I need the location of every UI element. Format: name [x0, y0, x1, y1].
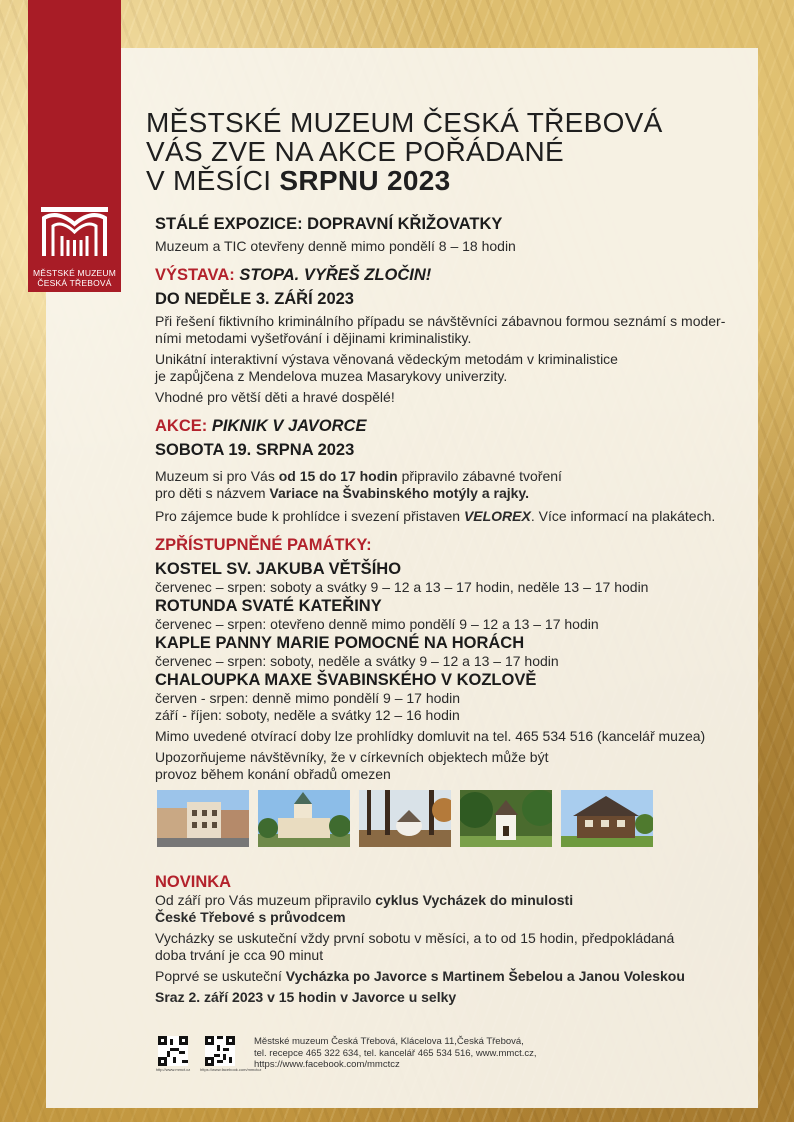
- museum-logo-icon: [40, 206, 109, 258]
- pamatka-3-name: CHALOUPKA MAXE ŠVABINSKÉHO V KOZLOVĚ: [155, 671, 537, 689]
- expo-text: Muzeum a TIC otevřeny denně mimo pondělí 8 – 18 hodin: [155, 238, 516, 254]
- pamatky-heading: ZPŘÍSTUPNĚNÉ PAMÁTKY:: [155, 536, 372, 554]
- novinka-p1-a: Od září pro Vás muzeum připravilo: [155, 892, 376, 908]
- title-line2: VÁS ZVE NA AKCE POŘÁDANÉ: [146, 136, 564, 167]
- pamatka-1-name: ROTUNDA SVATÉ KATEŘINY: [155, 597, 382, 615]
- title-line1: MĚSTSKÉ MUZEUM ČESKÁ TŘEBOVÁ: [146, 107, 663, 138]
- title-line3-pre: V MĚSÍCI: [146, 165, 280, 196]
- pamatka-2-hours: červenec – srpen: soboty, neděle a svátky 9 – 12 a 13 – 17 hodin: [155, 653, 559, 669]
- novinka-p3-b: Vycházka po Javorce s Martinem Šebelou a Janou Voleskou: [285, 968, 685, 984]
- vystava-p2-line1: Unikátní interaktivní výstava věnovaná vědeckým metodám v kriminalistice: [155, 351, 618, 367]
- akce-paragraph-1: [155, 468, 740, 502]
- vystava-paragraph-3: Vhodné pro větší děti a hravé dospělé!: [155, 389, 395, 405]
- akce-paragraph-2: [155, 508, 740, 525]
- footer-address: [254, 1036, 537, 1071]
- pamatky-note-2: [155, 749, 740, 783]
- novinka-section: [155, 872, 740, 1006]
- pamatka-2-name: KAPLE PANNY MARIE POMOCNÉ NA HORÁCH: [155, 634, 525, 652]
- photo-strip: [157, 790, 657, 847]
- vystava-heading: [155, 265, 740, 285]
- akce-name: PIKNIK V JAVORCE: [211, 417, 367, 435]
- qr-code-web[interactable]: [158, 1036, 188, 1066]
- akce-p1-hours: od 15 do 17 hodin: [278, 468, 398, 484]
- photo-cottage: [561, 790, 653, 847]
- novinka-p2-line1: Vycházky se uskuteční vždy první sobotu v měsíci, a to od 15 hodin, předpokládaná: [155, 930, 675, 946]
- pamatka-3-hours-1: červen - srpen: denně mimo pondělí 9 – 17 hodin: [155, 690, 461, 706]
- main-content: [155, 214, 740, 783]
- novinka-p3-a: Poprvé se uskuteční: [155, 968, 286, 984]
- pamatka-1-hours: červenec – srpen: otevřeno denně mimo pondělí 9 – 12 a 13 – 17 hodin: [155, 616, 599, 632]
- photo-chapel: [460, 790, 552, 847]
- footer: [155, 1036, 718, 1076]
- novinka-paragraph-3: [155, 968, 740, 985]
- vystava-p2-line2: je zapůjčena z Mendelova muzea Masarykovy univerzity.: [155, 368, 508, 384]
- page-title: [146, 108, 663, 195]
- novinka-paragraph-2: [155, 930, 740, 964]
- qr-caption-facebook: https://www.facebook.com/mmctcz: [200, 1067, 262, 1072]
- pamatka-0-hours: červenec – srpen: soboty a svátky 9 – 12 a 13 – 17 hodin, neděle 13 – 17 hodin: [155, 579, 649, 595]
- pamatka-3-hours-2: září - říjen: soboty, neděle a svátky 12 – 16 hodin: [155, 707, 460, 723]
- footer-line3[interactable]: https://www.facebook.com/mmctcz: [254, 1059, 400, 1070]
- novinka-p1-line1: [155, 892, 740, 909]
- novinka-p4: Sraz 2. září 2023 v 15 hodin v Javorce u selky: [155, 989, 457, 1005]
- vystava-date: DO NEDĚLE 3. ZÁŘÍ 2023: [155, 290, 354, 308]
- akce-p1-line2: [155, 485, 740, 502]
- qr-caption-web: http://www.mmct.cz: [155, 1067, 191, 1072]
- akce-p2-velorex: VELOREX: [463, 508, 531, 524]
- logo-name-line1: MĚSTSKÉ MUZEUM: [32, 268, 117, 278]
- akce-p1-l2-title: Variace na Švabinského motýly a rajky.: [269, 485, 530, 501]
- expo-heading: STÁLÉ EXPOZICE: DOPRAVNÍ KŘIŽOVATKY: [155, 215, 503, 233]
- akce-label: AKCE:: [155, 417, 208, 435]
- novinka-p1-line2: [155, 909, 740, 926]
- vystava-name: STOPA. VYŘEŠ ZLOČIN!: [239, 266, 432, 284]
- akce-date: SOBOTA 19. SRPNA 2023: [155, 441, 355, 459]
- vystava-p1-line1: Při řešení fiktivního kriminálního případu se návštěvníci zábavnou formou seznámí s moder-: [155, 313, 726, 329]
- novinka-p2-line2: doba trvání je cca 90 minut: [155, 947, 324, 963]
- akce-p1-a: Muzeum si pro Vás: [155, 468, 279, 484]
- akce-p1-l2-a: pro děti s názvem: [155, 485, 270, 501]
- logo-name-line2: ČESKÁ TŘEBOVÁ: [37, 278, 112, 288]
- title-month: SRPNU 2023: [279, 165, 451, 196]
- pamatky-note-1: Mimo uvedené otvírací doby lze prohlídky domluvit na tel. 465 534 516 (kancelář muzea): [155, 728, 706, 744]
- footer-line2: tel. recepce 465 322 634, tel. kancelář 465 534 516, www.mmct.cz,: [254, 1047, 537, 1059]
- photo-church: [258, 790, 350, 847]
- museum-logo: [28, 0, 121, 292]
- pamatka-0-name: KOSTEL SV. JAKUBA VĚTŠÍHO: [155, 560, 402, 578]
- photo-town-square: [157, 790, 249, 847]
- vystava-paragraph-2: [155, 351, 740, 385]
- photo-rotunda: [359, 790, 451, 847]
- title-line3: [146, 166, 663, 195]
- footer-line1: Městské muzeum Česká Třebová, Klácelova 11,Česká Třebová,: [254, 1036, 524, 1047]
- vystava-paragraph-1: [155, 313, 740, 347]
- novinka-heading: NOVINKA: [155, 873, 232, 891]
- novinka-paragraph-1: [155, 892, 740, 926]
- akce-p2-c: . Více informací na plakátech.: [530, 508, 716, 524]
- pamatky-note-2-line2: provoz během konání obřadů omezen: [155, 766, 391, 782]
- akce-p2-a: Pro zájemce bude k prohlídce i svezení přistaven: [155, 508, 464, 524]
- vystava-label: VÝSTAVA:: [155, 266, 235, 284]
- novinka-p1-b: cyklus Vycházek do minulosti: [375, 892, 574, 908]
- akce-heading: [155, 416, 740, 436]
- vystava-p1-line2: ními metodami vyšetřování i dějinami kriminalistiky.: [155, 330, 472, 346]
- akce-p1-line1: [155, 468, 740, 485]
- akce-p1-c: připravilo zábavné tvoření: [397, 468, 562, 484]
- pamatky-note-2-line1: Upozorňujeme návštěvníky, že v církevních objektech může být: [155, 749, 549, 765]
- qr-code-facebook[interactable]: [205, 1036, 235, 1066]
- novinka-p1-l2: České Třebové s průvodcem: [155, 909, 346, 925]
- novinka-paragraph-4: [155, 989, 740, 1006]
